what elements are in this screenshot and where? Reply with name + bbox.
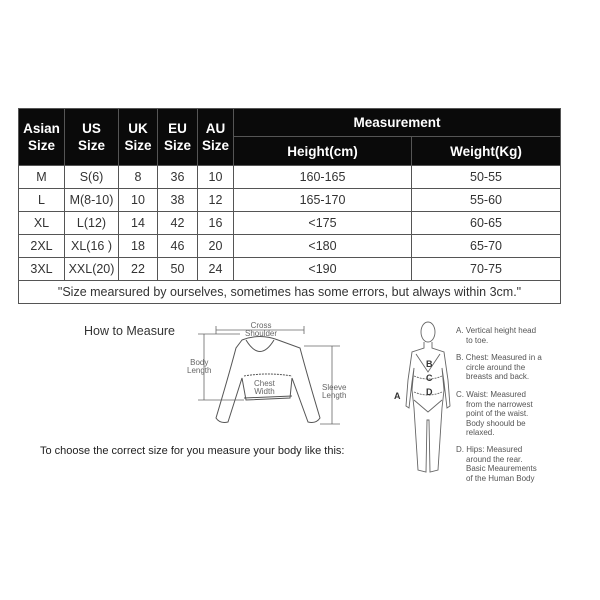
instruction-text: To choose the correct size for you measure your body like this: [40,445,345,457]
legend-b: B. Chest: Measured in a circle around the breasts and back. [456,353,542,381]
header-height: Height(cm) [234,137,412,166]
legend-d: D. Hips: Measured around the rear. Basic Meaurements of the Human Body [456,445,537,483]
cell-weight: 50-55 [412,166,561,189]
header-eu-size: EU Size [158,109,198,166]
header-measurement: Measurement [234,109,561,137]
cell-au-size: 16 [198,212,234,235]
cell-us-size: XXL(20) [65,258,119,281]
cell-au-size: 20 [198,235,234,258]
chest-width-label: Chest Width [254,379,275,396]
cell-us-size: XL(16 ) [65,235,119,258]
table-row [19,212,561,235]
cell-au-size: 12 [198,189,234,212]
header-asian-size: Asian Size [19,109,65,166]
cell-uk-size: 14 [119,212,158,235]
cell-uk-size: 22 [119,258,158,281]
cell-weight: 65-70 [412,235,561,258]
size-chart-table [18,108,561,304]
cell-eu-size: 46 [158,235,198,258]
cell-us-size: S(6) [65,166,119,189]
cell-height: 160-165 [234,166,412,189]
cell-eu-size: 38 [158,189,198,212]
cell-asian-size: M [19,166,65,189]
table-row [19,189,561,212]
header-au-size: AU Size [198,109,234,166]
legend-c: C. Waist: Measured from the narrowest point of the waist. Body shoould be relaxed. [456,390,533,437]
cell-height: <175 [234,212,412,235]
cell-weight: 55-60 [412,189,561,212]
cell-eu-size: 50 [158,258,198,281]
cell-height: <190 [234,258,412,281]
cell-us-size: L(12) [65,212,119,235]
legend-a: A. Vertical height head to toe. [456,326,537,345]
cell-weight: 70-75 [412,258,561,281]
cell-au-size: 24 [198,258,234,281]
table-row [19,235,561,258]
cross-shoulder-label: Cross Shoulder [245,321,278,338]
header-uk-size: UK Size [119,109,158,166]
header-weight: Weight(Kg) [412,137,561,166]
how-to-measure-title: How to Measure [84,324,176,338]
cell-eu-size: 42 [158,212,198,235]
sleeve-length-label: Sleeve Length [322,383,347,400]
size-note: "Size mearsured by ourselves, sometimes has some errors, but always within 3cm." [19,281,561,304]
cell-uk-size: 10 [119,189,158,212]
cell-height: <180 [234,235,412,258]
marker-c: C [426,373,433,383]
header-us-size: US Size [65,109,119,166]
cell-us-size: M(8-10) [65,189,119,212]
cell-uk-size: 8 [119,166,158,189]
table-row [19,166,561,189]
body-figure [392,320,457,480]
marker-b: B [426,359,433,369]
cell-uk-size: 18 [119,235,158,258]
cell-weight: 60-65 [412,212,561,235]
cell-asian-size: L [19,189,65,212]
table-row [19,258,561,281]
marker-a: A [394,391,401,401]
body-length-label: Body Length [187,358,212,375]
cell-au-size: 10 [198,166,234,189]
cell-height: 165-170 [234,189,412,212]
cell-asian-size: 3XL [19,258,65,281]
cell-eu-size: 36 [158,166,198,189]
cell-asian-size: 2XL [19,235,65,258]
marker-d: D [426,387,433,397]
cell-asian-size: XL [19,212,65,235]
